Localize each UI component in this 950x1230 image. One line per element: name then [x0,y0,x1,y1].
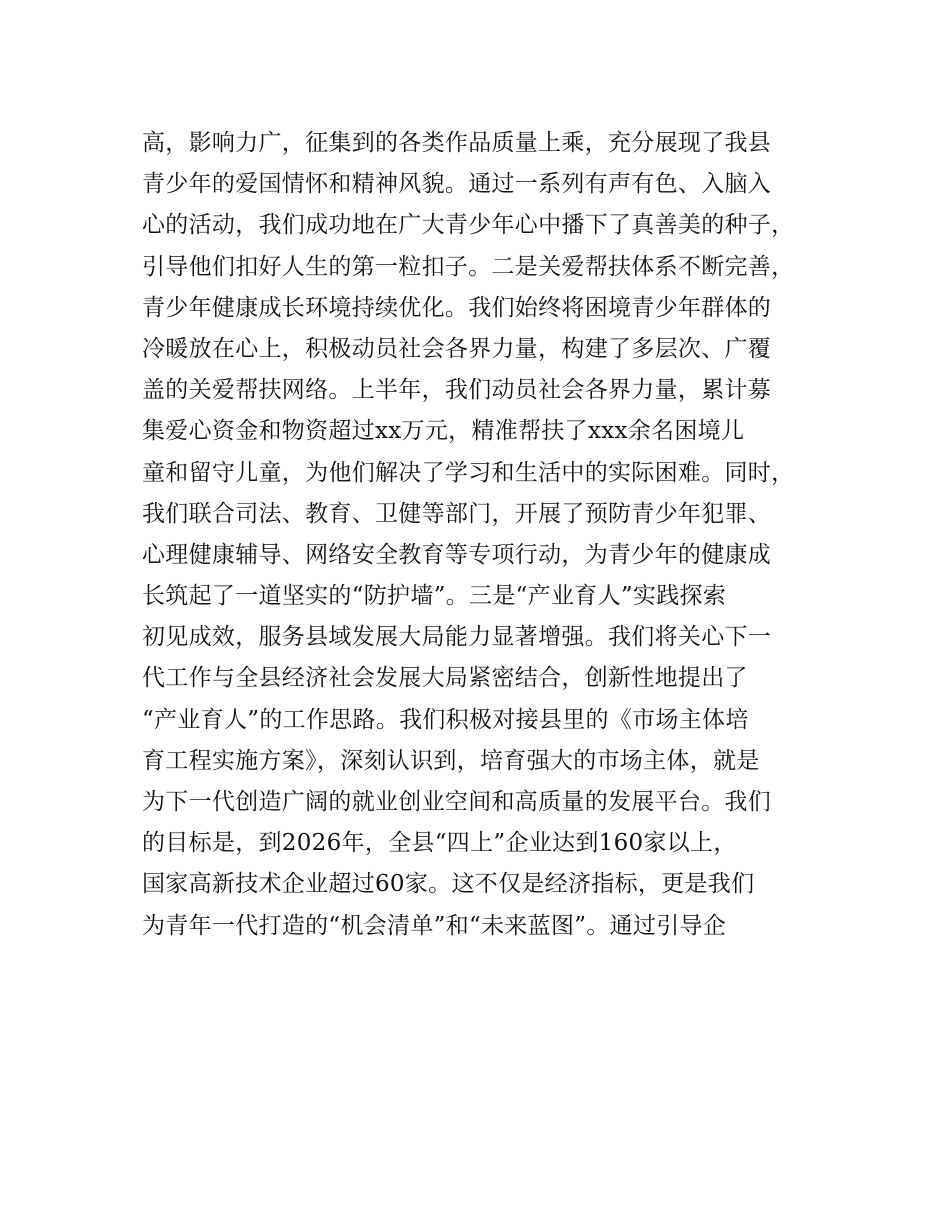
text-line: 集爱心资金和物资超过xx万元，精准帮扶了xxx余名困境儿 [142,418,745,445]
text-line: 青少年的爱国情怀和精神风貌。通过一系列有声有色、入脑入 [142,171,772,198]
text-line: 心的活动，我们成功地在广大青少年心中播下了真善美的种子， [142,212,795,239]
text-line: 高，影响力广，征集到的各类作品质量上乘，充分展现了我县 [142,130,772,156]
text-line: 初见成效，服务县域发展大局能力显著增强。我们将关心下一 [142,624,772,651]
text-line: 为下一代创造广阔的就业创业空间和高质量的发展平台。我们 [142,789,772,815]
text-line: 冷暖放在心上，积极动员社会各界力量，构建了多层次、广覆 [142,335,772,362]
text-line: 国家高新技术企业超过60家。这不仅是经济指标，更是我们 [142,871,755,898]
text-line: 心理健康辅导、网络安全教育等专项行动，为青少年的健康成 [142,541,772,568]
text-line: 盖的关爱帮扶网络。上半年，我们动员社会各界力量，累计募 [142,377,772,404]
text-line: 为青年一代打造的“机会清单”和“未来蓝图”。通过引导企 [142,912,727,939]
text-line: 的目标是，到2026年，全县“四上”企业达到160家以上， [142,830,737,857]
text-line: 引导他们扣好人生的第一粒扣子。二是关爱帮扶体系不断完善， [142,253,795,280]
text-line: 童和留守儿童，为他们解决了学习和生活中的实际困难。同时， [142,459,795,486]
text-line: “产业育人”的工作思路。我们积极对接县里的《市场主体培 [142,706,749,733]
text-line: 育工程实施方案》，深刻认识到，培育强大的市场主体，就是 [142,747,760,774]
text-line: 青少年健康成长环境持续优化。我们始终将困境青少年群体的 [142,294,772,321]
body-text [142,123,822,947]
text-line: 代工作与全县经济社会发展大局紧密结合，创新性地提出了 [142,665,748,692]
text-line: 长筑起了一道坚实的“防护墙”。三是“产业育人”实践探索 [142,583,727,610]
text-line: 我们联合司法、教育、卫健等部门，开展了预防青少年犯罪、 [142,500,772,527]
